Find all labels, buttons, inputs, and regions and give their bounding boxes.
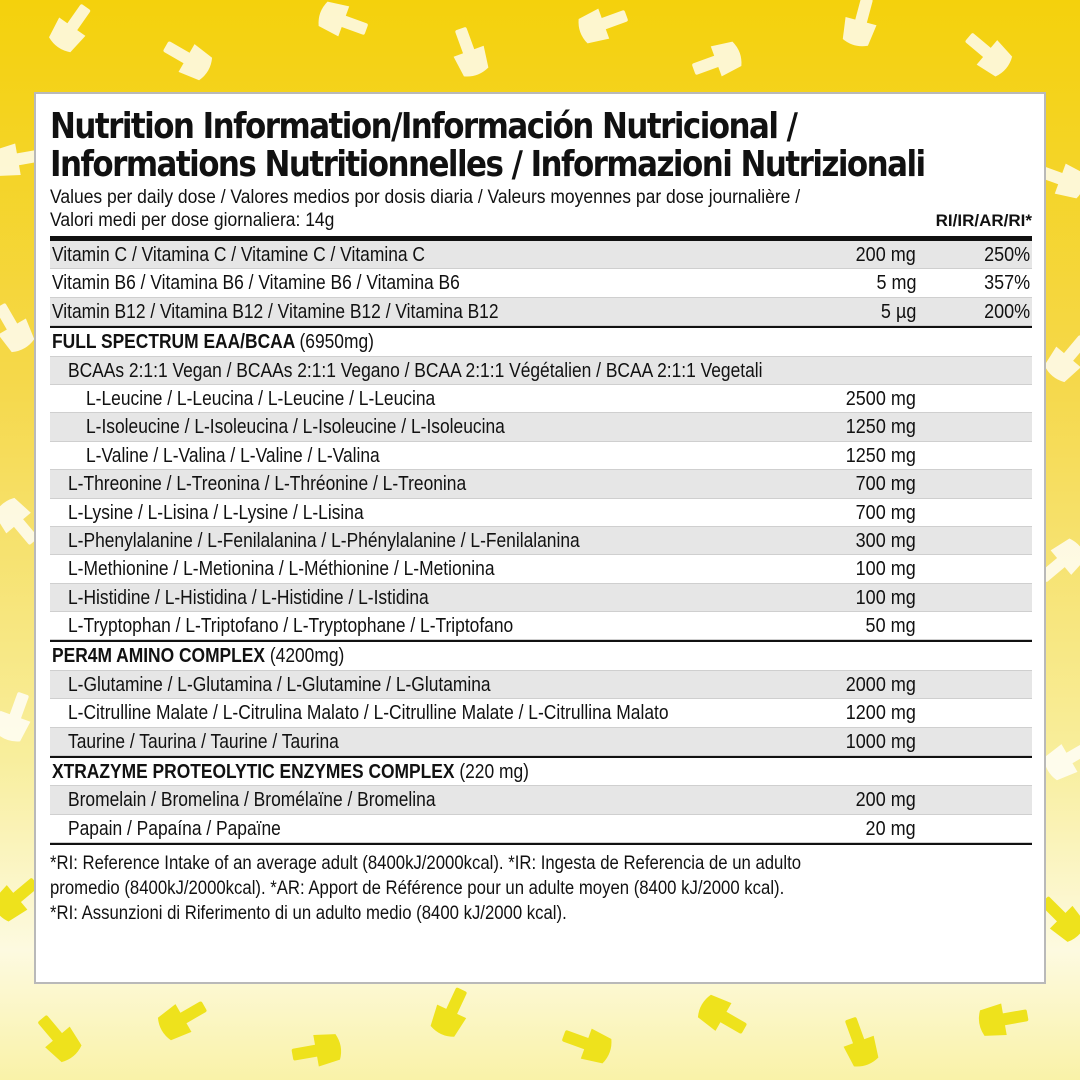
table-row <box>50 241 1032 269</box>
row-label: L-Histidine / L-Histidina / L-Histidine / L-Istidina <box>68 586 429 609</box>
row-label: Papain / Papaína / Papaïne <box>68 817 281 840</box>
section-divider <box>50 843 1032 845</box>
row-label: L-Leucine / L-Leucina / L-Leucine / L-Leucina <box>86 387 436 410</box>
amino-section <box>50 642 1032 756</box>
table-row <box>50 671 1032 699</box>
row-label: L-Tryptophan / L-Triptofano / L-Tryptophane / L-Triptofano <box>68 615 514 638</box>
amino-heading: PER4M AMINO COMPLEX <box>52 645 266 668</box>
table-row <box>50 612 1032 640</box>
row-label: L-Citrulline Malate / L-Citrulina Malato / L-Citrulline Malate / L-Citrullina Malato <box>68 702 669 725</box>
footnote-line-3: *RI: Assunzioni di Riferimento di un adulto medio (8400 kJ/2000 kcal). <box>50 903 567 925</box>
table-row <box>50 298 1032 326</box>
row-amount: 1250 mg <box>845 444 916 467</box>
row-label: Vitamin B6 / Vitamina B6 / Vitamine B6 / Vitamina B6 <box>52 272 460 295</box>
row-amount: 5 µg <box>880 300 916 323</box>
row-label: L-Phenylalanine / L-Fenilalanina / L-Phénylalanine / L-Fenilalanina <box>68 529 580 552</box>
row-amount: 100 mg <box>855 586 916 609</box>
row-label: L-Methionine / L-Metionina / L-Méthionine / L-Metionina <box>68 558 495 581</box>
section-heading <box>50 328 1032 356</box>
row-amount: 2000 mg <box>845 673 916 696</box>
title-line-2: Informations Nutritionnelles / Informazioni Nutrizionali <box>50 144 925 185</box>
section-heading <box>50 642 1032 670</box>
row-amount: 200 mg <box>855 789 916 812</box>
eaa-heading: FULL SPECTRUM EAA/BCAA <box>52 331 295 354</box>
table-row <box>50 413 1032 441</box>
row-ri: 200% <box>983 300 1030 323</box>
row-ri: 250% <box>983 244 1030 266</box>
row-amount: 300 mg <box>855 529 916 552</box>
row-amount: 1250 mg <box>845 416 916 439</box>
footnote <box>50 851 1027 926</box>
row-label: L-Isoleucine / L-Isoleucina / L-Isoleucine / L-Isoleucina <box>86 416 505 439</box>
table-row <box>50 470 1032 498</box>
table-row <box>50 357 1032 385</box>
row-label: L-Lysine / L-Lisina / L-Lysine / L-Lisina <box>68 501 364 524</box>
row-label: Bromelain / Bromelina / Bromélaïne / Bromelina <box>68 789 436 812</box>
table-row <box>50 499 1032 527</box>
eaa-section <box>50 328 1032 640</box>
footnote-line-2: promedio (8400kJ/2000kcal). *AR: Apport de Référence pour un adulte moyen (8400 kJ/2000 kcal). <box>50 878 785 900</box>
enzymes-heading: XTRAZYME PROTEOLYTIC ENZYMES COMPLEX <box>52 761 455 784</box>
row-label: Taurine / Taurina / Taurine / Taurina <box>68 730 339 753</box>
amino-heading-amount: (4200mg) <box>269 645 345 668</box>
table-row <box>50 385 1032 413</box>
table-row <box>50 527 1032 555</box>
table-row <box>50 555 1032 583</box>
title-line-1: Nutrition Information/Información Nutricional / <box>50 106 797 147</box>
row-amount: 200 mg <box>855 244 916 266</box>
enzymes-heading-amount: (220 mg) <box>459 761 529 784</box>
vitamins-section <box>50 241 1032 326</box>
row-label: L-Threonine / L-Treonina / L-Thréonine / L-Treonina <box>68 473 467 496</box>
row-amount: 1200 mg <box>845 702 916 725</box>
row-amount: 5 mg <box>875 272 916 295</box>
row-ri: 357% <box>983 272 1030 295</box>
table-row <box>50 786 1032 814</box>
row-amount: 20 mg <box>865 817 916 840</box>
subtitle-line-1: Values per daily dose / Valores medios por dosis diaria / Valeurs moyennes par dose journalière / <box>50 187 801 208</box>
table-row <box>50 269 1032 297</box>
row-amount: 1000 mg <box>845 730 916 753</box>
table-row <box>50 815 1032 843</box>
nutrition-table <box>50 106 1032 926</box>
section-heading <box>50 758 1032 786</box>
table-row <box>50 699 1032 727</box>
row-amount: 100 mg <box>855 558 916 581</box>
table-row <box>50 442 1032 470</box>
ri-column-header: RI/IR/AR/RI* <box>935 211 1032 230</box>
row-amount: 2500 mg <box>845 387 916 410</box>
row-label: L-Valine / L-Valina / L-Valine / L-Valina <box>86 444 380 467</box>
table-row <box>50 728 1032 756</box>
nutrition-panel <box>34 92 1046 984</box>
enzymes-section <box>50 758 1032 843</box>
eaa-heading-amount: (6950mg) <box>299 331 374 354</box>
row-label: Vitamin C / Vitamina C / Vitamine C / Vitamina C <box>52 244 425 266</box>
row-label: Vitamin B12 / Vitamina B12 / Vitamine B12 / Vitamina B12 <box>52 300 499 323</box>
table-row <box>50 584 1032 612</box>
subtitle-row <box>50 209 1032 234</box>
row-label: BCAAs 2:1:1 Vegan / BCAAs 2:1:1 Vegano / BCAA 2:1:1 Végétalien / BCAA 2:1:1 Vegetali <box>68 359 763 382</box>
row-amount: 50 mg <box>865 615 916 638</box>
footnote-line-1: *RI: Reference Intake of an average adult (8400kJ/2000kcal). *IR: Ingesta de Referencia de un adulto <box>50 853 802 875</box>
subtitle-line-2: Valori medi per dose giornaliera: 14g <box>50 210 335 231</box>
row-amount: 700 mg <box>855 473 916 496</box>
row-label: L-Glutamine / L-Glutamina / L-Glutamine / L-Glutamina <box>68 673 491 696</box>
row-amount: 700 mg <box>855 501 916 524</box>
